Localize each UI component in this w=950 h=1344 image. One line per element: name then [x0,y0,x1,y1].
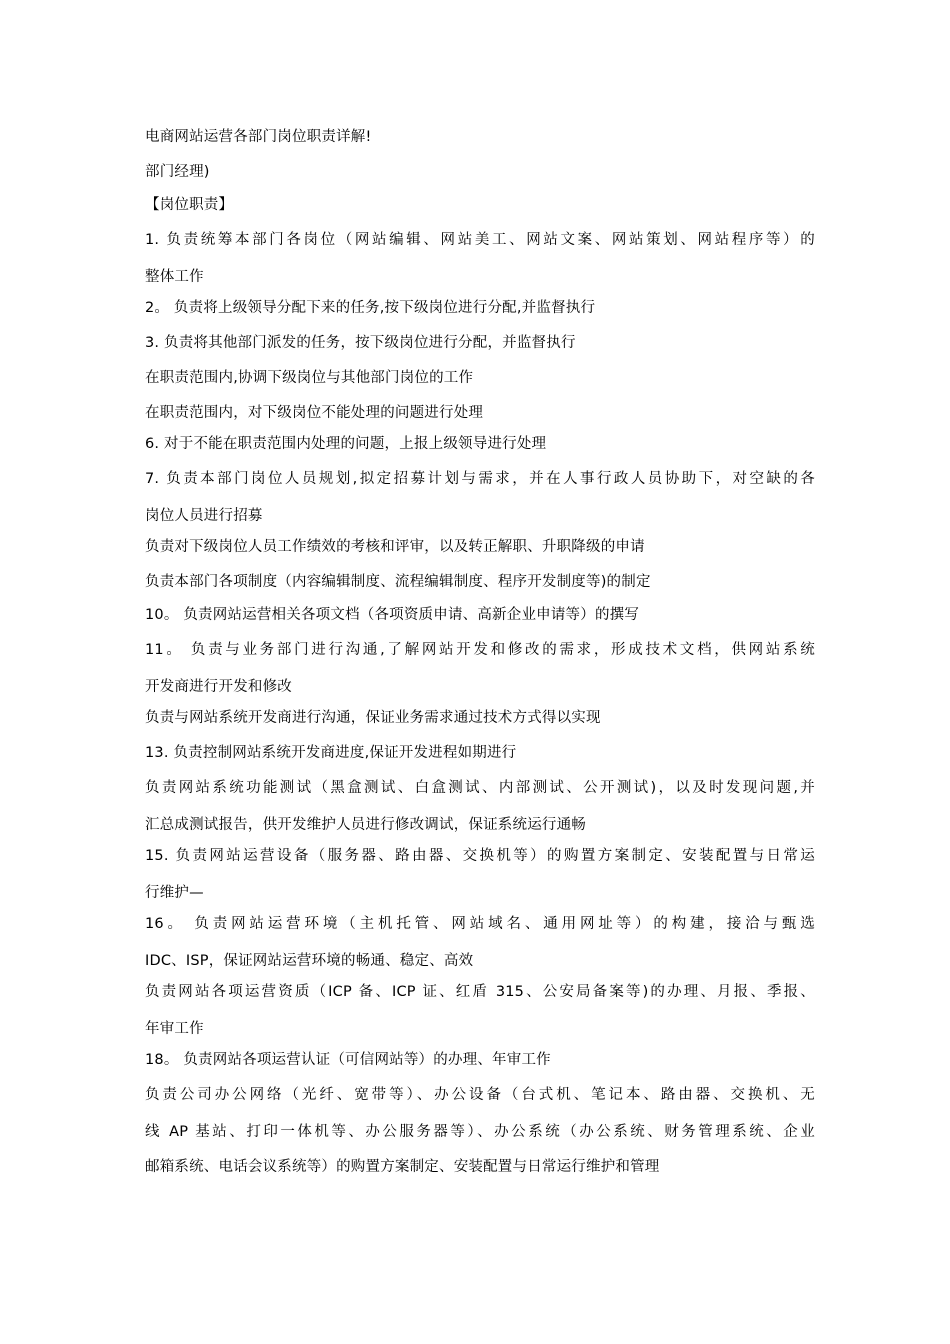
duty-line: 负责本部门各项制度（内容编辑制度、流程编辑制度、程序开发制度等)的制定 [145,574,651,590]
duty-line: 行维护— [145,885,204,901]
duty-line: 负责与网站系统开发商进行沟通，保证业务需求通过技术方式得以实现 [145,710,601,726]
duty-line: 18。 负责网站各项运营认证（可信网站等）的办理、年审工作 [145,1052,551,1068]
duty-line: 在职责范围内,协调下级岗位与其他部门岗位的工作 [145,370,474,386]
duty-line: 13. 负责控制网站系统开发商进度,保证开发进程如期进行 [145,745,517,761]
duty-line: 6. 对于不能在职责范围内处理的问题，上报上级领导进行处理 [145,436,547,452]
duty-line: 负责网站系统功能测试（黑盒测试、白盒测试、内部测试、公开测试)，以及时发现问题,并 [145,780,815,796]
duty-line: 负责网站各项运营资质（ICP 备、ICP 证、红盾 315、公安局备案等)的办理、月报、季报、 [145,984,815,1000]
document-title: 电商网站运营各部门岗位职责详解! [145,129,372,145]
duty-line: 负责对下级岗位人员工作绩效的考核和评审，以及转正解职、升职降级的申请 [145,539,645,555]
duty-line: 在职责范围内，对下级岗位不能处理的问题进行处理 [145,405,484,421]
duty-line: 线 AP 基站、打印一体机等、办公服务器等）、办公系统（办公系统、财务管理系统、企业 [145,1124,815,1140]
duty-line: 负责公司办公网络（光纤、宽带等）、办公设备（台式机、笔记本、路由器、交换机、无 [145,1087,815,1103]
duty-line: 3. 负责将其他部门派发的任务，按下级岗位进行分配，并监督执行 [145,335,576,351]
duty-line: 10。 负责网站运营相关各项文档（各项资质申请、高新企业申请等）的撰写 [145,607,640,623]
duty-line: 汇总成测试报告，供开发维护人员进行修改调试，保证系统运行通畅 [145,817,586,833]
section-heading: 【岗位职责】 [145,197,234,213]
duty-line: 11。 负责与业务部门进行沟通,了解网站开发和修改的需求，形成技术文档，供网站系统 [145,642,815,658]
duty-line: IDC、ISP，保证网站运营环境的畅通、稳定、高效 [145,953,474,969]
duty-line: 岗位人员进行招募 [145,508,263,524]
duty-line: 7. 负责本部门岗位人员规划,拟定招募计划与需求，并在人事行政人员协助下，对空缺的各 [145,471,815,487]
duty-line: 15. 负责网站运营设备（服务器、路由器、交换机等）的购置方案制定、安装配置与日常运 [145,848,815,864]
duty-line: 16。 负责网站运营环境（主机托管、网站域名、通用网址等）的构建，接洽与甄选 [145,916,815,932]
duty-line: 2。 负责将上级领导分配下来的任务,按下级岗位进行分配,并监督执行 [145,300,596,316]
role-title: 部门经理) [145,164,210,180]
duty-line: 1. 负责统筹本部门各岗位（网站编辑、网站美工、网站文案、网站策划、网站程序等）的 [145,232,815,248]
document-body [145,127,815,1177]
duty-line: 年审工作 [145,1021,204,1037]
duty-line: 邮箱系统、电话会议系统等）的购置方案制定、安装配置与日常运行维护和管理 [145,1159,660,1175]
duty-line: 整体工作 [145,269,204,285]
duty-line: 开发商进行开发和修改 [145,679,292,695]
